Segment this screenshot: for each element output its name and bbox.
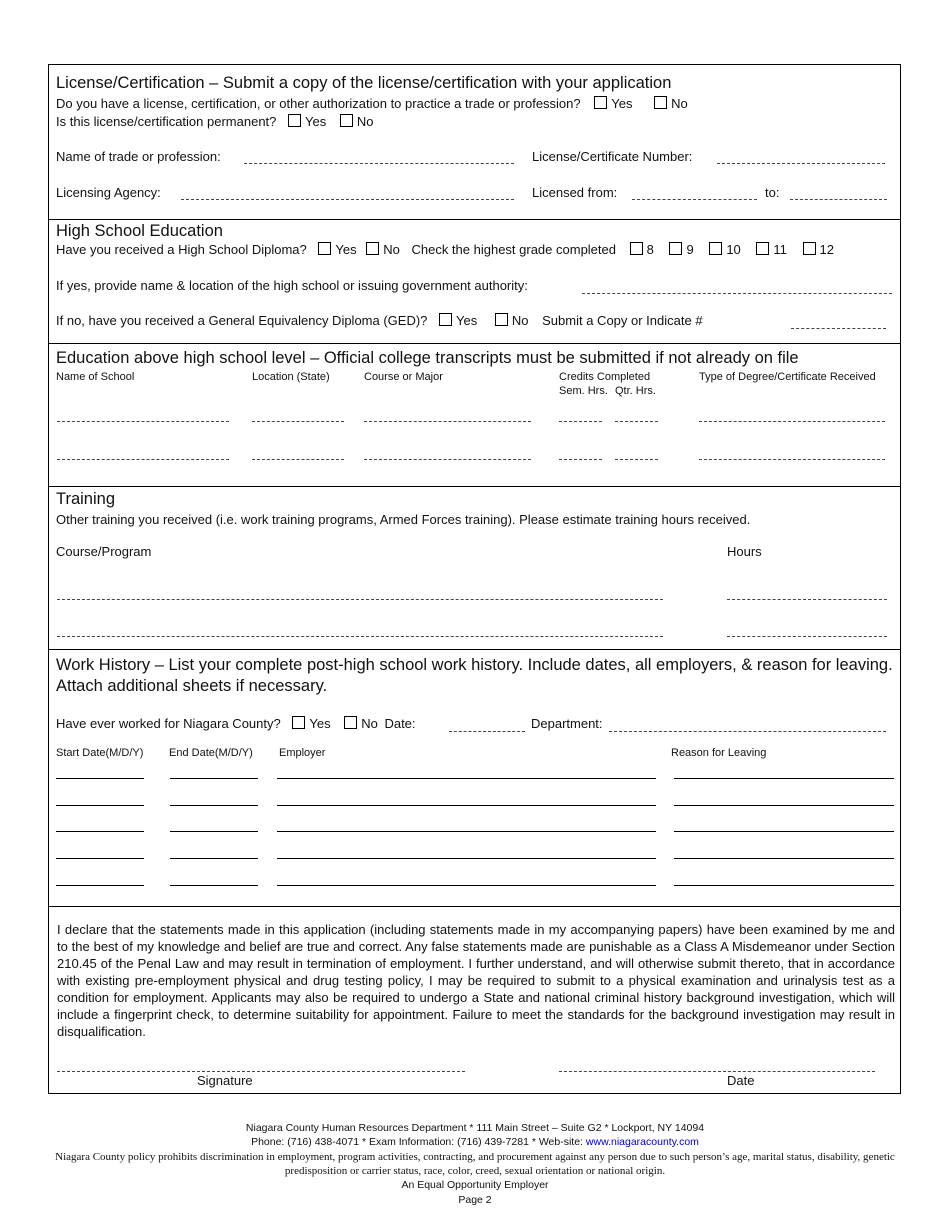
work-row-5-start[interactable] [56, 885, 144, 886]
college-row-1-course[interactable] [364, 421, 531, 422]
diploma-yes-checkbox[interactable] [318, 242, 331, 255]
license-permanent-yes-checkbox[interactable] [288, 114, 301, 127]
signature-field[interactable] [57, 1071, 465, 1072]
col-employer: Employer [279, 747, 326, 759]
worked-date-field[interactable] [449, 731, 525, 732]
page-number: Page 2 [458, 1194, 492, 1206]
college-row-2-degree[interactable] [699, 459, 885, 460]
college-row-1-school[interactable] [57, 421, 229, 422]
yes-label: Yes [335, 242, 357, 257]
col-degree: Type of Degree/Certificate Received [699, 371, 876, 383]
col-start-date: Start Date(M/D/Y) [56, 747, 144, 759]
declaration-section [48, 906, 901, 1094]
license-question-has [56, 96, 688, 111]
ged-no-checkbox[interactable] [495, 313, 508, 326]
footer-eoe: An Equal Opportunity Employer [401, 1179, 549, 1191]
footer-policy: Niagara County policy prohibits discrimination in employment, program activities, contracting, and procurement against any person due to such person’s age, marital status, disability, genetic predisposition or carrier status, race, color, creed, sexual orientation or national origin. [55, 1151, 895, 1177]
website-link[interactable]: www.niagaracounty.com [585, 1136, 699, 1148]
college-row-2-school[interactable] [57, 459, 229, 460]
trade-field[interactable] [244, 163, 514, 164]
footer-contact [0, 1135, 950, 1149]
college-section [48, 343, 901, 486]
diploma-question-label: Have you received a High School Diploma? [56, 242, 307, 257]
diploma-question [56, 242, 834, 257]
training-description: Other training you received (i.e. work training programs, Armed Forces training). Please estimate training hours received. [56, 512, 751, 527]
college-title: Education above high school level – Official college transcripts must be submitted if not already on file [56, 349, 799, 367]
no-label: No [383, 242, 400, 257]
signature-date-label: Date [727, 1073, 755, 1088]
ged-number-field[interactable] [791, 328, 886, 329]
work-row-1-end[interactable] [170, 778, 258, 779]
grade-12-label: 12 [819, 242, 835, 257]
work-row-3-reason[interactable] [674, 831, 894, 832]
worked-county-no-checkbox[interactable] [344, 716, 357, 729]
col-hours: Hours [727, 544, 762, 559]
highest-grade-label: Check the highest grade completed [411, 242, 616, 257]
agency-field[interactable] [181, 199, 514, 200]
col-location: Location (State) [252, 371, 330, 383]
license-number-field[interactable] [717, 163, 885, 164]
grade-8-label: 8 [646, 242, 654, 257]
col-course-major: Course or Major [364, 371, 443, 383]
high-school-title: High School Education [56, 222, 223, 240]
work-row-2-employer[interactable] [277, 805, 656, 806]
license-number-label: License/Certificate Number: [532, 149, 693, 164]
worked-county-yes-checkbox[interactable] [292, 716, 305, 729]
work-row-4-start[interactable] [56, 858, 144, 859]
work-row-2-start[interactable] [56, 805, 144, 806]
department-label: Department: [531, 716, 603, 731]
trade-label: Name of trade or profession: [56, 149, 221, 164]
training-row-1-course[interactable] [57, 599, 663, 600]
worked-date-label: Date: [384, 716, 416, 731]
yes-label: Yes [456, 313, 478, 328]
work-row-5-employer[interactable] [277, 885, 656, 886]
ged-question-label: If no, have you received a General Equivalency Diploma (GED)? [56, 313, 428, 328]
signature-date-field[interactable] [559, 1071, 875, 1072]
agency-label: Licensing Agency: [56, 185, 161, 200]
col-credits: Credits Completed [559, 371, 651, 383]
signature-label: Signature [197, 1073, 253, 1088]
no-label: No [356, 114, 374, 129]
training-section [48, 486, 901, 649]
license-question-permanent-label: Is this license/certification permanent? [56, 114, 277, 129]
no-label: No [511, 313, 529, 328]
college-row-2-sem[interactable] [559, 459, 602, 460]
license-permanent-no-checkbox[interactable] [340, 114, 353, 127]
ged-copy-label: Submit a Copy or Indicate # [542, 313, 703, 328]
work-row-4-employer[interactable] [277, 858, 656, 859]
college-row-2-location[interactable] [252, 459, 344, 460]
license-title: License/Certification – Submit a copy of the license/certification with your application [56, 74, 672, 92]
work-history-title: Work History – List your complete post-high school work history. Include dates, all employers, & reason for leaving. Attach additional sheets if necessary. [56, 656, 893, 695]
col-school-name: Name of School [56, 371, 135, 383]
work-row-2-end[interactable] [170, 805, 258, 806]
work-history-section [48, 649, 901, 906]
footer-address: Niagara County Human Resources Department * 111 Main Street – Suite G2 * Lockport, NY 14094 [245, 1122, 705, 1134]
training-row-2-hours[interactable] [727, 636, 887, 637]
grade-9-label: 9 [686, 242, 694, 257]
school-name-field[interactable] [582, 293, 892, 294]
college-row-1-location[interactable] [252, 421, 344, 422]
work-row-3-start[interactable] [56, 831, 144, 832]
grade-8-checkbox[interactable] [630, 242, 643, 255]
ged-yes-checkbox[interactable] [439, 313, 452, 326]
work-row-4-reason[interactable] [674, 858, 894, 859]
college-row-2-course[interactable] [364, 459, 531, 460]
grade-10-checkbox[interactable] [709, 242, 722, 255]
grade-12-checkbox[interactable] [803, 242, 816, 255]
work-row-3-employer[interactable] [277, 831, 656, 832]
grade-11-checkbox[interactable] [756, 242, 769, 255]
col-reason: Reason for Leaving [671, 747, 767, 759]
licensed-from-field[interactable] [632, 199, 757, 200]
footer-phone: Phone: (716) 438-4071 * Exam Information: (716) 439-7281 * Web-site: [251, 1136, 586, 1148]
license-question-permanent [56, 114, 373, 129]
work-row-2-reason[interactable] [674, 805, 894, 806]
college-row-1-qtr[interactable] [615, 421, 658, 422]
license-has-yes-checkbox[interactable] [594, 96, 607, 109]
license-question-has-label: Do you have a license, certification, or other authorization to practice a trade or profession? [56, 96, 581, 111]
work-row-3-end[interactable] [170, 831, 258, 832]
training-row-2-course[interactable] [57, 636, 663, 637]
licensed-to-field[interactable] [790, 199, 887, 200]
licensed-to-label: to: [765, 185, 780, 200]
col-course-program: Course/Program [56, 544, 152, 559]
col-sem-hrs: Sem. Hrs. [559, 385, 608, 397]
work-row-4-end[interactable] [170, 858, 258, 859]
yes-label: Yes [305, 114, 327, 129]
work-row-1-reason[interactable] [674, 778, 894, 779]
no-label: No [671, 96, 688, 111]
grade-11-label: 11 [773, 242, 787, 257]
high-school-section [48, 219, 901, 343]
ged-question [56, 313, 703, 328]
work-row-5-reason[interactable] [674, 885, 894, 886]
grade-10-label: 10 [726, 242, 741, 257]
license-has-no-checkbox[interactable] [654, 96, 667, 109]
training-row-1-hours[interactable] [727, 599, 887, 600]
training-title: Training [56, 490, 115, 508]
grade-9-checkbox[interactable] [669, 242, 682, 255]
school-name-label: If yes, provide name & location of the high school or issuing government authority: [56, 278, 528, 293]
work-row-1-start[interactable] [56, 778, 144, 779]
diploma-no-checkbox[interactable] [366, 242, 379, 255]
college-row-2-qtr[interactable] [615, 459, 658, 460]
department-field[interactable] [609, 731, 886, 732]
licensed-from-label: Licensed from: [532, 185, 618, 200]
col-end-date: End Date(M/D/Y) [169, 747, 253, 759]
work-row-5-end[interactable] [170, 885, 258, 886]
declaration-text: I declare that the statements made in this application (including statements made in my accompanying papers) have been examined by me and to the best of my knowledge and belief are true and correct. Any false statements made are punishable as a Class A Misdemeanor under Section 210.45 of the Penal Law and may result in termination of employment. I further understand, and will otherwise submit thereto, that in accordance with existing pre-employment physical and drug testing policy, I may be required to submit to a physical examination and urinalysis test as a condition for employment. Applicants may also be required to undergo a State and national criminal history background investigation, which will include a fingerprint check, to determine suitability for appointment. Failure to meet the standards for the background investigation may result in disqualification. [57, 922, 895, 1039]
no-label: No [361, 716, 378, 731]
yes-label: Yes [309, 716, 331, 731]
work-row-1-employer[interactable] [277, 778, 656, 779]
license-section [48, 64, 901, 219]
college-row-1-degree[interactable] [699, 421, 885, 422]
worked-county-question-label: Have ever worked for Niagara County? [56, 716, 281, 731]
worked-county-question [56, 716, 416, 731]
yes-label: Yes [611, 96, 633, 111]
col-qtr-hrs: Qtr. Hrs. [615, 385, 656, 397]
college-row-1-sem[interactable] [559, 421, 602, 422]
